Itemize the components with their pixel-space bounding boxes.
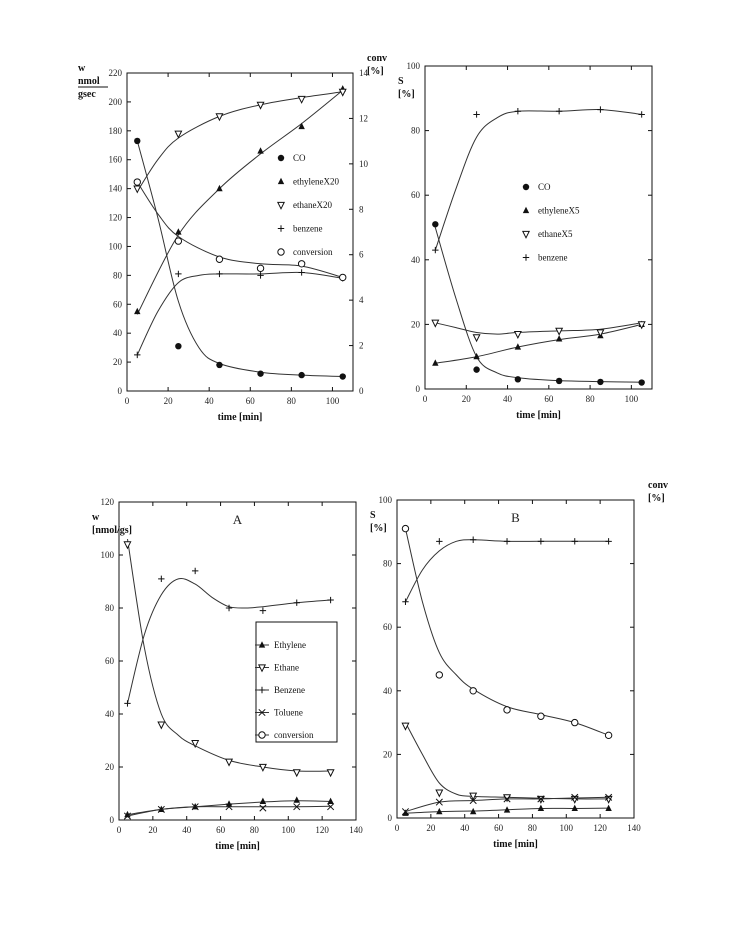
data-point (340, 373, 346, 379)
legend-marker (278, 155, 284, 161)
series-line (406, 540, 609, 602)
data-point (192, 741, 198, 747)
legend-label: Benzene (274, 685, 305, 695)
y-tick-label: 220 (108, 68, 122, 78)
y2-tick-label: 8 (359, 204, 364, 215)
y-tick-label: 100 (406, 61, 420, 71)
y-tick-label: 20 (105, 762, 114, 772)
data-point (638, 379, 644, 385)
chart-br (370, 480, 668, 850)
data-point (124, 542, 130, 548)
x-tick-label: 40 (182, 825, 192, 835)
legend (255, 622, 337, 742)
x-tick-label: 20 (148, 825, 158, 835)
legend-marker (523, 184, 529, 190)
data-point (432, 221, 438, 227)
y-tick-label: 100 (378, 495, 392, 505)
y-tick-label: 180 (108, 125, 122, 136)
data-point (504, 707, 510, 713)
x-tick-label: 60 (544, 394, 554, 404)
series-benzene (134, 269, 346, 358)
data-point (515, 376, 521, 382)
data-point (638, 111, 644, 117)
y-axis-label: S (398, 76, 404, 87)
y-tick-label: 20 (383, 749, 392, 760)
x-tick-label: 140 (627, 823, 641, 833)
x-tick-label: 120 (315, 825, 329, 835)
data-point (226, 759, 232, 765)
legend-label: CO (538, 182, 551, 192)
chart-bl (92, 497, 363, 852)
y-tick-label: 80 (383, 558, 392, 569)
data-point (327, 804, 333, 810)
data-point (298, 261, 304, 267)
y-axis-label: S (370, 510, 376, 521)
x-tick-label: 40 (204, 396, 214, 406)
y2-tick-label: 2 (359, 340, 364, 351)
x-tick-label: 40 (460, 823, 470, 833)
y-tick-label: 100 (108, 241, 122, 252)
y-tick-label: 20 (411, 319, 420, 330)
x-tick-label: 80 (585, 394, 595, 404)
legend-label: Ethane (274, 662, 299, 673)
data-point (134, 186, 140, 192)
y2-tick-label: 6 (359, 249, 364, 260)
y-tick-label: 60 (113, 299, 122, 310)
data-point (504, 538, 510, 544)
plot-frame (425, 66, 652, 389)
series-line (406, 529, 609, 736)
data-point (597, 330, 603, 336)
data-point (515, 331, 521, 337)
chart-tl (78, 53, 387, 423)
data-point (158, 722, 164, 728)
legend-marker (278, 225, 284, 231)
series-line (128, 806, 331, 816)
data-point (175, 271, 181, 277)
legend-label: benzene (538, 252, 568, 263)
y-tick-label: 60 (383, 622, 392, 633)
series-ethylene (402, 805, 612, 816)
x-tick-label: 0 (124, 396, 130, 406)
y-tick-label: 140 (108, 183, 122, 194)
data-point (294, 600, 300, 606)
legend-marker (278, 249, 284, 255)
y-tick-label: 80 (411, 125, 420, 136)
x-tick-label: 0 (394, 823, 400, 833)
legend-label: ethaneX20 (293, 200, 332, 210)
x-tick-label: 80 (527, 823, 537, 833)
y2-tick-label: 4 (359, 295, 364, 306)
panel-title: B (511, 510, 520, 525)
data-point (327, 597, 333, 603)
data-point (605, 732, 611, 738)
data-point (572, 719, 578, 725)
x-tick-label: 20 (163, 396, 173, 406)
data-point (294, 770, 300, 776)
data-point (436, 808, 442, 814)
data-point (327, 770, 333, 776)
data-point (572, 805, 578, 811)
legend-marker (523, 207, 529, 213)
data-point (192, 568, 198, 574)
legend-marker (278, 178, 284, 184)
data-point (538, 538, 544, 544)
legend-label: Ethylene (274, 640, 306, 650)
data-point (134, 179, 140, 185)
y2-tick-label: 12 (359, 113, 368, 124)
series-line (137, 272, 342, 355)
legend-label: ethaneX5 (538, 229, 573, 239)
x-axis-label: time [min] (217, 412, 263, 423)
y-axis-label: w (78, 63, 86, 74)
y-tick-label: 0 (387, 813, 392, 823)
data-point (327, 798, 333, 804)
x-axis-label: time [min] (493, 839, 538, 850)
data-point (257, 272, 263, 278)
data-point (298, 372, 304, 378)
x-tick-label: 100 (325, 396, 340, 406)
data-point (216, 362, 222, 368)
x-tick-label: 100 (559, 823, 574, 833)
y-axis-label: [%] (398, 89, 415, 100)
y2-axis-label: [%] (367, 66, 384, 77)
data-point (556, 335, 562, 341)
y-tick-label: 40 (411, 254, 420, 265)
data-point (340, 274, 346, 280)
data-point (298, 96, 304, 102)
legend-label: ethyleneX5 (538, 205, 580, 216)
data-point (572, 538, 578, 544)
data-point (470, 537, 476, 543)
y-tick-label: 20 (113, 357, 122, 368)
data-point (597, 379, 603, 385)
y-tick-label: 40 (383, 685, 392, 696)
y2-tick-label: 14 (359, 68, 368, 78)
legend-marker (523, 254, 529, 260)
data-point (298, 269, 304, 275)
data-point (605, 538, 611, 544)
series-ethane (402, 723, 612, 803)
data-point (473, 335, 479, 341)
y-tick-label: 40 (113, 328, 122, 339)
x-tick-label: 60 (216, 825, 226, 835)
legend-label: conversion (274, 730, 314, 740)
y-tick-label: 200 (108, 96, 122, 107)
y-tick-label: 60 (105, 656, 114, 666)
data-point (556, 108, 562, 114)
x-tick-label: 100 (624, 394, 639, 404)
data-point (216, 256, 222, 262)
chart-tr (398, 61, 652, 421)
data-point (473, 111, 479, 117)
x-tick-label: 40 (503, 394, 513, 404)
legend (523, 182, 580, 263)
legend-label: conversion (293, 247, 333, 257)
data-point (257, 370, 263, 376)
legend-label: ethyleneX20 (293, 176, 339, 187)
data-point (257, 147, 263, 153)
y-tick-label: 120 (100, 497, 114, 507)
data-point (597, 106, 603, 112)
legend-label: benzene (293, 223, 323, 234)
y-tick-label: 0 (117, 386, 122, 396)
y-tick-label: 80 (113, 270, 122, 281)
legend-label: CO (293, 153, 306, 163)
x-tick-label: 140 (349, 825, 363, 835)
data-point (134, 138, 140, 144)
y-tick-label: 60 (411, 190, 420, 201)
y-axis-label: w (92, 512, 100, 523)
data-point (158, 576, 164, 582)
x-tick-label: 60 (494, 823, 504, 833)
x-tick-label: 120 (593, 823, 607, 833)
x-axis-label: time [min] (516, 410, 561, 421)
data-point (473, 366, 479, 372)
x-axis-label: time [min] (215, 841, 260, 852)
data-point (538, 713, 544, 719)
data-point (504, 795, 510, 801)
y-tick-label: 0 (415, 384, 420, 394)
data-point (470, 688, 476, 694)
data-point (257, 265, 263, 271)
y2-tick-label: 0 (359, 386, 364, 396)
series-co (134, 138, 346, 380)
x-tick-label: 20 (426, 823, 436, 833)
plot-frame (397, 500, 634, 818)
data-point (436, 790, 442, 796)
y2-axis-label: conv (367, 53, 387, 64)
legend-marker (259, 732, 265, 738)
y2-axis-label: [%] (648, 493, 665, 504)
y-tick-label: 160 (108, 154, 122, 165)
y-axis-label: [nmol/gs] (92, 525, 132, 536)
data-point (436, 538, 442, 544)
x-tick-label: 100 (281, 825, 296, 835)
y-tick-label: 120 (108, 212, 122, 223)
legend-label: Toluene (274, 707, 303, 718)
data-point (260, 798, 266, 804)
series-co (432, 221, 645, 386)
legend-marker (523, 231, 529, 237)
data-point (260, 805, 266, 811)
y-tick-label: 40 (105, 709, 114, 719)
series-line (406, 723, 609, 799)
data-point (175, 343, 181, 349)
y-tick-label: 0 (109, 815, 114, 825)
data-point (538, 805, 544, 811)
x-tick-label: 80 (286, 396, 296, 406)
data-point (124, 700, 130, 706)
data-point (556, 378, 562, 384)
y-axis-label: nmol (78, 76, 100, 87)
data-point (402, 525, 408, 531)
x-tick-label: 80 (249, 825, 259, 835)
y2-tick-label: 10 (359, 158, 368, 169)
panel-title: A (232, 512, 243, 527)
x-tick-label: 60 (245, 396, 255, 406)
data-point (402, 599, 408, 605)
data-point (432, 247, 438, 253)
data-point (175, 238, 181, 244)
data-point (216, 271, 222, 277)
x-tick-label: 20 (461, 394, 471, 404)
data-point (134, 352, 140, 358)
x-tick-label: 0 (422, 394, 428, 404)
series-benzene (402, 537, 612, 605)
x-tick-label: 0 (116, 825, 122, 835)
y-axis-label: gsec (78, 89, 96, 100)
legend (278, 153, 340, 257)
data-point (294, 796, 300, 802)
data-point (515, 108, 521, 114)
data-point (436, 672, 442, 678)
data-point (260, 607, 266, 613)
y-axis-label: [%] (370, 523, 387, 534)
y-tick-label: 100 (100, 550, 114, 560)
y2-axis-label: conv (648, 480, 668, 491)
legend-marker (278, 202, 284, 208)
series-conversion (402, 525, 612, 738)
y-tick-label: 80 (105, 603, 114, 613)
